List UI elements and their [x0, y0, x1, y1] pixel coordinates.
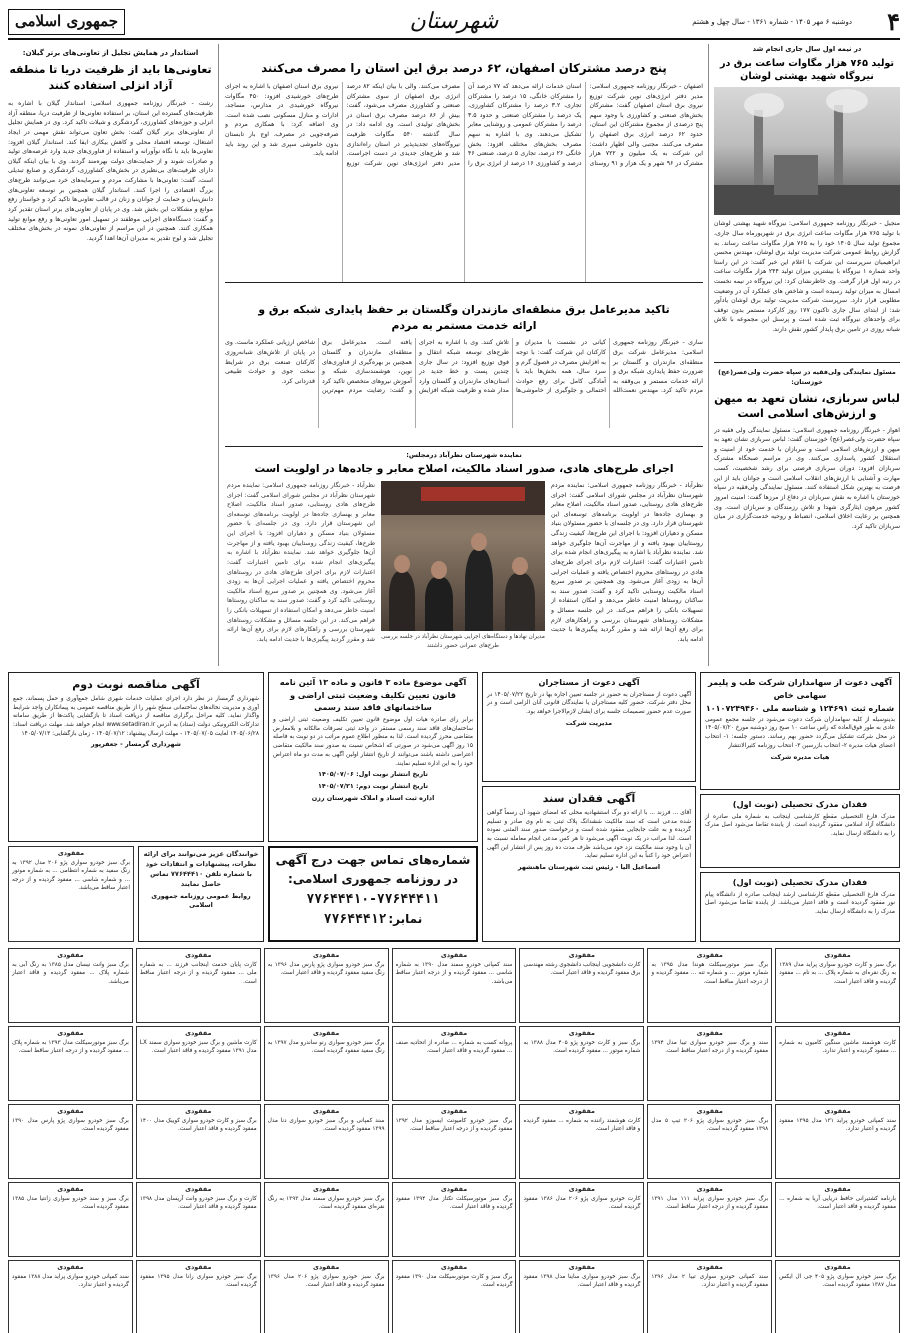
lost-item-body: کارت پایان خدمت اینجانب فرزند ... به شماره ملی ... مفقود گردیده و از درجه اعتبار ساقط است.	[139, 961, 257, 985]
lost-item-body: کارت و برگ سبز خودرو وانت آریسان مدل ۱۳۹۸ مفقود گردیده و فاقد اعتبار است.	[139, 1195, 257, 1211]
lost-item-title: مفقودی	[440, 1029, 468, 1037]
lost-item-title: مفقودی	[440, 1185, 468, 1193]
lost-item-title: مفقودی	[185, 1107, 212, 1115]
lost-item	[264, 1026, 389, 1101]
lost-item	[519, 948, 644, 1023]
lost-item	[392, 948, 517, 1023]
ad-invite-body: بدینوسیله از کلیه سهامداران شرکت دعوت می‌شود در جلسه مجمع عمومی عادی به طور فوق‌العاده که راس ساعت ۱۰ صبح روز دوشنبه مورخ ۱۴۰۵/۰۷/۲۰ در محل شرکت تشکیل می‌گردد حضور بهم رسانند. دستور جلسه: ۱- انتخاب اعضای هیات مدیره ۲- انتخاب بازرسین ۳- انتخاب روزنامه کثیرالانتشار	[705, 716, 896, 749]
reader-call-sign: روابط عمومی روزنامه جمهوری اسلامی	[151, 891, 251, 910]
roads-body: نظرآباد - خبرنگار روزنامه جمهوری اسلامی: نماینده مردم شهرستان نظرآباد در مجلس شورای اسلامی گفت: اجرای طرح‌های هادی روستایی، صدور اسناد مالکیت، اصلاح معابر و بهسازی جاده‌ها در اولویت برنامه‌های توسعه‌ای این شهرستان قرار دارد. وی در جلسه‌ای با حضور مسئولان بنیاد مسکن و دهیاران افزود: با اجرای این طرح‌ها، کیفیت زندگی روستاییان بهبود یافته و از مهاجرت آن‌ها جلوگیری خواهد شد. نماینده نظرآباد با اشاره به پیگیری‌های انجام شده برای تامین اعتبارات گفت: اعتبارات لازم برای اجرای طرح‌های هادی در روستاهای محروم اختصاص یافته و عملیات اجرایی آن‌ها به زودی آغاز می‌شود. وی همچنین بر صدور سریع اسناد مالکیت روستایی تاکید کرد و گفت: صدور سند به ساکنان روستاها امنیت خاطر می‌دهد و امکان استفاده از تسهیلات بانکی را فراهم می‌کند. در این جلسه مسائل و مشکلات روستاهای شهرستان بررسی و راهکارهای لازم برای رفع آن‌ها ارائه شد و مقرر گردید پیگیری‌ها با جدیت ادامه یابد.	[551, 482, 703, 643]
lost-item-title: مفقودی	[57, 1107, 84, 1115]
lost-item-body: کارت ماشین و برگ سبز خودرو سواری سمند LX مدل ۱۳۹۱ مفقود گردیده و فاقد اعتبار است.	[139, 1039, 257, 1055]
lost-item-title: مفقودی	[568, 951, 596, 959]
lost-item-title: مفقودی	[57, 1263, 84, 1271]
lost-item-title: مفقودی	[57, 1029, 84, 1037]
soldier-body: اهواز - خبرنگار روزنامه جمهوری اسلامی: مسئول نمایندگی ولی فقیه در سپاه حضرت ولی‌عصر(عج) خوزستان گفت: لباس سربازی نشان تعهد به میهن و ارزش‌های اسلامی است و سربازان با خدمت خود از امنیت و استقلال کشور پاسداری می‌کنند. وی در مراسم صبحگاه مشترک سربازان افزود: دوران سربازی فرصتی برای رشد شخصیت، کسب مهارت و آشنایی با ارزش‌های انقلاب اسلامی است و جوانان باید از این فرصت به بهترین شکل استفاده کنند. مسئول نمایندگی ولی‌فقیه در سپاه خوزستان با اشاره به نقش سربازان در دفاع از مرزها گفت: امنیت امروز کشور مرهون ایثارگری شهدا و تلاش رزمندگان و سربازان است. وی همچنین بر رعایت اخلاق اسلامی، انضباط و روحیه خدمت‌گزاری در میان سربازان تاکید کرد.	[714, 426, 900, 530]
ad-phone-numbers	[268, 846, 478, 942]
lost-item-body: سند کمپانی خودرو پراید ۱۳۱ مدل ۱۳۹۵ مفقود گردیده و اعتبار ندارد.	[779, 1117, 896, 1133]
editorial-area	[8, 44, 900, 666]
ad-degree-lost-1	[700, 794, 900, 868]
lost-item-body: سند و برگ سبز خودرو سواری تیبا مدل ۱۳۹۴ مفقود گردیده و از درجه اعتبار ساقط است.	[651, 1039, 769, 1055]
phones-tel: ۷۷۶۴۴۴۱۰-۷۷۶۴۴۴۱۱	[306, 892, 440, 908]
lost-item-body: برگ سبز و سند خودرو سواری زانتیا مدل ۱۳۸۵ مفقود گردیده است.	[12, 1195, 129, 1211]
meeting-photo	[381, 481, 545, 631]
ads-area	[8, 672, 900, 1327]
lost-item-body: برگ سبز خودرو سواری ساینا مدل ۱۳۹۸ مفقود گردیده و فاقد اعتبار است.	[523, 1273, 641, 1289]
isfahan-headline: پنج درصد مشترکان اصفهان، ۶۲ درصد برق این استان را مصرف می‌کنند	[261, 61, 667, 75]
lost-item-body: سند کمپانی خودرو سواری پراید مدل ۱۳۸۸ مفقود گردیده و اعتبار ندارد.	[12, 1273, 129, 1289]
page-number: ۴	[887, 7, 900, 37]
lost-item	[775, 1026, 900, 1101]
lost-item-title: مفقودی	[824, 1029, 851, 1037]
lost-item-body: برگ سبز خودرو سواری پژو پارس مدل ۱۳۹۶ به رنگ سفید مفقود گردیده و فاقد اعتبار است.	[267, 961, 385, 977]
plant-kicker: در نیمه اول سال جاری انجام شد	[752, 45, 862, 53]
lost-item-title: مفقودی	[313, 1107, 340, 1115]
lost-item	[775, 1182, 900, 1257]
lost-item-body: سند کمپانی خودرو سواری تیبا ۲ مدل ۱۳۹۶ مفقود گردیده و اعتبار ندارد.	[651, 1273, 769, 1289]
ad-invite	[700, 672, 900, 790]
lost-item-title: مفقودی	[185, 1185, 212, 1193]
lost-item	[264, 1260, 389, 1333]
ad-lost-document	[482, 786, 696, 942]
lost-item-title: مفقودی	[440, 1263, 468, 1271]
lost-item-body: برگ سبز و کارت خودرو سواری پراید مدل ۱۳۸۹ به رنگ نقره‌ای به شماره پلاک ... به نام ... مفقود گردیده و فاقد اعتبار است.	[779, 961, 896, 985]
lost-item-body: برگ سبز موتورسیکلت تکتاز مدل ۱۳۹۴ مفقود گردیده و فاقد اعتبار است.	[395, 1195, 513, 1211]
ad-reader-call	[138, 846, 264, 942]
lost-item-title: مفقودی	[185, 1029, 212, 1037]
power-plant-photo	[714, 87, 900, 215]
center-column	[225, 44, 703, 666]
reader-call-body: خوانندگان عزیز می‌توانند برای ارائه نظرات، پیشنهادات و انتقادات خود با شماره تلفن ۷۷۶۴۴۴۱۰ تماس حاصل نمایند	[143, 850, 259, 888]
ad-invite-subtitle: شماره ثبت ۱۲۴۶۹۱ و شناسه ملی ۱۰۱۰۷۲۴۹۴۶۰	[705, 704, 895, 714]
ad-article3-title: آگهی موضوع ماده ۳ قانون و ماده ۱۳ آئین نامه قانون تعیین تکلیف وضعیت ثبتی اراضی و ساختمانهای فاقد سند رسمی	[279, 677, 467, 713]
ad-tender	[8, 672, 264, 842]
lost-item-body: برگ سبز خودرو سواری پژو ۴۰۵ جی ال ایکس مدل ۱۳۸۷ مفقود گردیده است.	[779, 1273, 897, 1289]
roads-body-cont: نظرآباد - خبرنگار روزنامه جمهوری اسلامی: نماینده مردم شهرستان نظرآباد در مجلس شورای اسلامی گفت: اجرای طرح‌های هادی روستایی، صدور اسناد مالکیت، اصلاح معابر و بهسازی جاده‌ها در اولویت برنامه‌های توسعه‌ای این شهرستان قرار دارد. وی در جلسه‌ای با حضور مسئولان بنیاد مسکن و دهیاران افزود: با اجرای این طرح‌ها، کیفیت زندگی روستاییان بهبود یافته و از مهاجرت آن‌ها جلوگیری خواهد شد. نماینده نظرآباد با اشاره به پیگیری‌های انجام شده برای تامین اعتبارات گفت: اعتبارات لازم برای اجرای طرح‌های هادی در روستاهای محروم اختصاص یافته و عملیات اجرایی آن‌ها به زودی آغاز می‌شود. وی همچنین بر صدور سریع اسناد مالکیت روستایی تاکید کرد و گفت: صدور سند به ساکنان روستاها امنیت خاطر می‌دهد و امکان استفاده از تسهیلات بانکی را فراهم می‌کند. در این جلسه مسائل و مشکلات روستاهای شهرستان بررسی و راهکارهای لازم برای رفع آن‌ها ارائه شد و مقرر گردید پیگیری‌ها با جدیت ادامه یابد.	[227, 482, 375, 643]
date-line: دوشنبه ۶ مهر ۱۴۰۵ - شماره ۱۳۶۱ - سال چهل و هشتم	[692, 17, 852, 26]
lost-item-title: مفقودی	[824, 1185, 851, 1193]
lost-item	[647, 1104, 772, 1179]
phones-fax: ۷۷۶۴۴۴۱۲	[323, 912, 387, 928]
soldier-headline: لباس سربازی، نشان تعهد به میهن و ارزش‌های اسلامی است	[714, 391, 900, 421]
ad-article3-sign: اداره ثبت اسناد و املاک شهرستان رزن	[311, 794, 435, 803]
lost-item	[8, 1260, 133, 1333]
lost-item	[8, 1182, 133, 1257]
lost-item-title: مفقودی	[568, 1263, 596, 1271]
lost-item-body: برگ سبز و کارت خودرو پژو ۴۰۵ مدل ۱۳۸۸ به شماره موتور ... مفقود گردیده است.	[523, 1039, 641, 1055]
lost-item	[519, 1260, 644, 1333]
brand-logo: جمهوری اسلامی	[8, 9, 125, 34]
right-column	[714, 44, 900, 666]
ad-tenants	[482, 672, 696, 782]
lost-item-body: بارنامه کشتیرانی حافظ دریایی آریا به شماره ... مفقود گردیده و فاقد اعتبار است.	[779, 1195, 896, 1211]
ad-lost-document-sign: اسماعیل الیا - رئیس ثبت شهرستان ماهنشهر	[517, 863, 661, 872]
lost-item	[264, 1104, 389, 1179]
roads-kicker: نماینده شهرستان نظرآباد درمجلس:	[406, 451, 522, 459]
degree-1-body: مدرک فارغ التحصیلی مقطع کارشناسی اینجانب به شماره ملی صادره از دانشگاه آزاد اسلامی مفقود گردیده است. از یابنده تقاضا می‌شود اصل مدرک را به دانشگاه ارسال نماید.	[705, 813, 895, 838]
lost-item	[136, 1260, 261, 1333]
lost-item	[8, 948, 133, 1023]
lost-item-title: مفقودی	[313, 1185, 340, 1193]
ad-degree-lost-2	[700, 872, 900, 942]
lost-item-body: برگ سبز خودرو سواری رانا مدل ۱۳۹۵ مفقود گردیده است.	[139, 1273, 257, 1289]
soldier-kicker: مسئول نمایندگی ولی‌فقیه در سپاه حضرت ولی‌عصر(عج) خوزستان:	[718, 368, 896, 386]
ad-article3	[268, 672, 478, 842]
gilan-headline: تعاونی‌ها باید از ظرفیت دریا تا منطقه آزاد انزلی استفاده کنند	[9, 62, 212, 93]
lost-item	[8, 1104, 133, 1179]
ad-article3-date2: تاریخ انتشار نوبت دوم: ۱۴۰۵/۰۷/۲۱	[317, 782, 429, 791]
lost-item-title: مفقودی	[568, 1107, 596, 1115]
lost-item	[136, 1104, 261, 1179]
lost-item	[136, 1026, 261, 1101]
lost-item-title: مفقودی	[57, 1185, 84, 1193]
lost-item-title: مفقودی	[568, 1029, 596, 1037]
lost-item-body: برگ سبز و کارت خودرو سواری کوییک مدل ۱۴۰۰ مفقود گردیده و فاقد اعتبار است.	[139, 1117, 257, 1133]
ad-article3-date1: تاریخ انتشار نوبت اول: ۱۴۰۵/۰۷/۰۶	[318, 770, 428, 779]
mazandaran-headline: تاکید مدیرعامل برق منطقه‌ای مازندران وگلستان بر حفظ پایداری شبکه برق و ارائه خدمت مستمر به مردم	[258, 302, 670, 333]
ad-tenants-body: آگهی دعوت از مستاجران به حضور در جلسه تعیین اجاره بها در تاریخ ۱۴۰۵/۰۷/۲۲ در محل دفتر شرکت. حضور کلیه مستاجران یا نمایندگان قانونی آنان الزامی است و در صورت عدم حضور تصمیمات جلسه برای ایشان لازم‌الاجرا خواهد بود.	[487, 691, 691, 716]
lost-item-body: کارت هوشمند راننده به شماره ... مفقود گردیده و فاقد اعتبار است.	[523, 1117, 641, 1133]
lost-item-body: برگ سبز خودرو سواری پراید ۱۱۱ مدل ۱۳۹۱ مفقود گردیده و از درجه اعتبار ساقط است.	[651, 1195, 769, 1211]
lost-item	[392, 1104, 517, 1179]
ad-lost-document-title: آگهی فقدان سند	[542, 792, 636, 805]
lost-item-title: مفقودی	[696, 951, 723, 959]
lost-item-title: مفقودی	[824, 1263, 851, 1271]
lost-item-title: مفقودی	[185, 1263, 212, 1271]
lost-item-body: برگ سبز خودرو سواری پژو ۲۰۶ مدل ۱۳۹۶ مفقود گردیده و فاقد اعتبار است.	[267, 1273, 385, 1289]
roads-headline: اجرای طرح‌های هادی، صدور اسناد مالکیت، اصلاح معابر و جاده‌ها در اولویت است	[254, 463, 674, 476]
lost-item-body: برگ سبز خودرو سواری پژو ۲۰۶ تیپ ۵ مدل ۱۳۹۸ مفقود گردیده است.	[651, 1117, 769, 1133]
lost-item-body: کارت دانشجویی اینجانب دانشجوی رشته مهندسی برق مفقود گردیده و فاقد اعتبار است.	[523, 961, 641, 977]
lost-item-title: مفقودی	[568, 1185, 596, 1193]
lost-item	[775, 1104, 900, 1179]
lost-item-title: مفقودی	[440, 1107, 468, 1115]
lost-item-title: مفقودی	[696, 1107, 723, 1115]
lost-item	[136, 948, 261, 1023]
ad-tender-sign: شهرداری گرمسار - جعفرپور	[91, 740, 181, 749]
lost-item-title: مفقودی	[696, 1185, 723, 1193]
lost-item-title: مفقودی	[696, 1263, 723, 1271]
plant-body: منجیل - خبرنگار روزنامه جمهوری اسلامی: نیروگاه شهید بهشتی لوشان با تولید ۷۶۵ هزار مگاوات ساعت انرژی برق در شهریورماه سال جاری، مجموع تولید سال ۱۴۰۵ خود را به ۷۶۵ هزار مگاوات ساعت رساند. به گزارش روابط عمومی شرکت مدیریت تولید برق لوشان، مهندس محسن ابراهیمیان سرپرست این شرکت با اعلام این خبر گفت: در این راستا واحد شماره ۱ نیروگاه با بیشترین میزان تولید ۲۴۴ هزار مگاوات ساعت در رتبه اول قرار گرفت. وی خاطرنشان کرد: این نیروگاه در نیمه نخست امسال به میزان تولید رسیده است و شاخص های عملکرد آن در وضعیت مطلوبی قرار دارد. سرپرست شرکت مدیریت تولید برق لوشان یادآور شد: از ابتدای سال جاری تاکنون ۱۷۷ روز کارکرد مستمر بدون توقف برای واحدهای نیروگاه ثبت شده است و پرسنل این مجموعه با تلاش شبانه روزی در تامین برق پایدار کشور نقش دارند.	[714, 220, 900, 334]
lost-item-title: مفقودی	[313, 951, 340, 959]
plant-headline: تولید ۷۶۵ هزار مگاوات ساعت برق در نیروگاه شهید بهشتی لوشان	[719, 57, 895, 82]
ad-tender-body: شهرداری گرمسار در نظر دارد اجرای عملیات خدمات شهری شامل جمع‌آوری و حمل پسماند، جمع آوری و مدیریت نخاله‌های ساختمانی سطح شهر را از طریق مناقصه عمومی به پیمانکاران واجد شرایط واگذار نماید. کلیه مراحل برگزاری مناقصه از دریافت اسناد تا بازگشایی پاکت‌ها از طریق سامانه تدارکات الکترونیکی دولت (ستاد) به آدرس www.setadiran.ir انجام خواهد شد. مهلت دریافت اسناد: ۱۴۰۵/۰۶/۲۸ لغایت ۱۴۰۵/۰۷/۰۵ - مهلت ارسال پیشنهاد: ۱۴۰۵/۰۷/۱۲ - زمان بازگشایی: ۱۴۰۵/۰۷/۱۳	[13, 696, 259, 737]
lost-item	[392, 1026, 517, 1101]
lost-item	[264, 1182, 389, 1257]
lost-item-0: مفقودی برگ سبز خودرو سواری پژو ۲۰۶ مدل ۱۳۹۲ به رنگ سفید به شماره انتظامی ... به شماره موتور ... و شماره شاسی ... مفقود گردیده و از درجه اعتبار ساقط می‌باشد.	[8, 846, 134, 942]
ad-tender-title: آگهی مناقصه نوبت دوم	[72, 678, 200, 691]
lost-item	[519, 1182, 644, 1257]
degree-1-title: فقدان مدرک تحصیلی (نوبت اول)	[732, 799, 868, 809]
lost-item	[136, 1182, 261, 1257]
lost-item	[519, 1026, 644, 1101]
left-column	[8, 44, 213, 666]
ad-tenants-sign: مدیریت شرکت	[565, 718, 613, 727]
lost-item-title: مفقودی	[824, 1107, 851, 1115]
lost-item	[775, 1260, 900, 1333]
lost-item-body: پروانه کسب به شماره ... صادره از اتحادیه صنف ... مفقود گردیده و فاقد اعتبار است.	[395, 1039, 513, 1055]
degree-2-body: مدرک فارغ التحصیلی مقطع کارشناسی ارشد اینجانب صادره از دانشگاه پیام نور مفقود گردیده است و فاقد اعتبار می‌باشد. از یابنده تقاضا می‌شود اصل مدرک را به دانشگاه ارسال نماید.	[705, 891, 895, 916]
phones-title: شماره‌های تماس جهت درج آگهی در روزنامه جمهوری اسلامی:	[275, 853, 471, 886]
ad-tenants-title: آگهی دعوت از مستاجران	[538, 677, 640, 687]
photo-caption: مدیران نهادها و دستگاه‌های اجرایی شهرستان نظرآباد در جلسه بررسی طرح‌های عمرانی حضور داشتند	[381, 634, 545, 649]
lost-item-title: مفقودی	[696, 1029, 723, 1037]
masthead	[8, 6, 900, 40]
lost-item	[8, 1026, 133, 1101]
lost-item-body: برگ سبز خودرو سواری پژو پارس مدل ۱۳۹۰ مفقود گردیده است.	[12, 1117, 129, 1133]
lost-item	[647, 1026, 772, 1101]
lost-item-title: مفقودی	[313, 1029, 340, 1037]
gilan-kicker: استاندار در همایش تجلیل از تعاونی‌های برتر گیلان:	[22, 49, 199, 57]
section-title: شهرستان	[409, 8, 499, 34]
lost-item	[647, 948, 772, 1023]
lost-item-body: برگ سبز خودرو کامیونت ایسوزو مدل ۱۳۹۲ مفقود گردیده و از درجه اعتبار ساقط است.	[395, 1117, 513, 1133]
lost-item-title: مفقودی	[185, 951, 212, 959]
lost-item-body: برگ سبز خودرو سواری سمند مدل ۱۳۹۳ به رنگ نقره‌ای مفقود گردیده است.	[267, 1195, 385, 1211]
degree-2-title: فقدان مدرک تحصیلی (نوبت اول)	[732, 877, 868, 887]
lost-item	[647, 1260, 772, 1333]
mazandaran-body: ساری - خبرنگار روزنامه جمهوری اسلامی: مدیرعامل شرکت برق منطقه‌ای مازندران و گلستان بر ضرورت حفظ پایداری شبکه برق و ارائه خدمات مستمر و بی‌وقفه به مردم تاکید کرد. مهندس نعمت‌الله کیانی در نشست با مدیران و کارکنان این شرکت گفت: با توجه به افزایش مصرف در فصول گرم و سرد سال، همه بخش‌ها باید با آمادگی کامل برای رفع حوادث احتمالی و جلوگیری از خاموشی‌ها تلاش کنند. وی با اشاره به اجرای طرح‌های توسعه شبکه انتقال و فوق توزیع افزود: در سال جاری چندین پست و خط جدید در استان‌های مازندران و گلستان وارد مدار شده و ظرفیت شبکه افزایش یافته است. مدیرعامل برق منطقه‌ای مازندران و گلستان همچنین بر بهره‌گیری از فناوری‌های نوین، هوشمندسازی شبکه و آموزش نیروهای متخصص تاکید کرد و گفت: رضایت مردم مهم‌ترین شاخص ارزیابی عملکرد ماست. وی در پایان از تلاش‌های شبانه‌روزی کارکنان صنعت برق در شرایط سخت جوی و حوادث طبیعی قدردانی کرد.	[225, 339, 703, 395]
lost-item-body: برگ سبز موتورسیکلت هوندا مدل ۱۳۹۵ به شماره موتور ... و شماره تنه ... مفقود گردیده و از درجه اعتبار ساقط است.	[651, 961, 769, 985]
lost-item-body: برگ سبز خودرو سواری رنو ساندرو مدل ۱۳۹۷ به رنگ سفید مفقود گردیده است.	[267, 1039, 385, 1055]
lost-item-title: مفقودی	[313, 1263, 340, 1271]
lost-item-body: برگ سبز موتورسیکلت مدل ۱۳۹۳ به شماره پلاک ... مفقود گردیده و از درجه اعتبار ساقط است.	[12, 1039, 129, 1055]
ad-article3-body: برابر رای صادره هیات اول موضوع قانون تعیین تکلیف وضعیت ثبتی اراضی و ساختمان‌های فاقد سند رسمی مستقر در واحد ثبتی تصرفات مالکانه و بلامعارض متقاضی محرز گردیده است. لذا به منظور اطلاع عموم مراتب در دو نوبت به فاصله ۱۵ روز آگهی می‌شود در صورتی که اشخاص نسبت به صدور سند مالکیت متقاضی اعتراضی داشته باشند می‌توانند از تاریخ انتشار اولین آگهی به مدت دو ماه اعتراض خود را به این اداره تسلیم نمایند.	[273, 717, 473, 767]
phones-fax-label: نمابر:	[388, 912, 423, 927]
lost-item	[264, 948, 389, 1023]
lost-item-title: مفقودی	[57, 951, 84, 959]
lost-item-body: کارت خودرو سواری پژو ۲۰۶ مدل ۱۳۸۶ مفقود گردیده است.	[523, 1195, 641, 1211]
lost-item	[392, 1182, 517, 1257]
lost-item	[647, 1182, 772, 1257]
lost-item-body: برگ سبز و کارت موتورسیکلت مدل ۱۳۹۰ مفقود گردیده است.	[395, 1273, 513, 1289]
ad-invite-title: آگهی دعوت از سهامداران شرکت طب و پلیمر سهامی خاص	[708, 677, 892, 700]
lost-item-body: سند کمپانی خودرو سمند مدل ۱۳۹۰ به شماره شاسی ... مفقود گردیده و از درجه اعتبار ساقط می‌باشد.	[395, 961, 513, 985]
lost-item-body: سند کمپانی و برگ سبز خودرو سواری دنا مدل ۱۳۹۹ مفقود گردیده است.	[267, 1117, 385, 1133]
lost-item	[519, 1104, 644, 1179]
lost-item	[392, 1260, 517, 1333]
ad-lost-document-body: آقای ... فرزند ... با ارائه دو برگ استشهادیه محلی که امضای شهود آن رسماً گواهی شده مدعی است که سند مالکیت ششدانگ پلاک ثبتی به نام وی صادر و تسلیم گردیده و به علت جابجایی مفقود شده است و درخواست صدور سند المثنی نموده است. لذا مراتب در یک نوبت آگهی می‌شود تا هر کس مدعی انجام معامله نسبت به آن یا وجود سند مالکیت نزد خود می‌باشد ظرف مدت ده روز پس از انتشار این آگهی اعتراض خود را کتباً به این اداره تسلیم نماید.	[487, 810, 691, 860]
isfahan-body: اصفهان - خبرنگار روزنامه جمهوری اسلامی: مدیر دفتر انرژی‌های نوین شرکت توزیع نیروی برق استان اصفهان گفت: مشترکان بخش‌های صنعتی و کشاورزی با وجود سهم پنج درصدی از مجموع مشترکان این استان، حدود ۶۲ درصد انرژی برق اصفهان را مصرف می‌کنند. مجتبی والی اظهار داشت: این شرکت به یک میلیون و ۷۲۲ هزار مشترک در ۹۶ شهر و یک هزار و ۹۱ روستای استان خدمات ارائه می‌دهد که ۷۷ درصد آن را مشترکان خانگی، ۱۵ درصد را مشترکان تجاری، ۳.۲ درصد را مشترکان کشاورزی، یک درصد را مشترکان صنعتی و حدود ۳.۵ درصد را مشترکان عمومی و روشنایی معابر تشکیل می‌دهند. وی با اشاره به سهم مصرف بخش‌های مختلف افزود: بخش خانگی ۲۶ درصد، تجاری ۵ درصد، صنعتی ۴۶ درصد و کشاورزی ۱۶ درصد از انرژی برق را مصرف می‌کنند. والی با بیان اینکه ۸۲ درصد انرژی برق اصفهان از سوی مشترکان صنعتی و کشاورزی مصرف می‌شود، گفت: بیش از ۸۶ درصد مصرف برق استان در بخش‌های تولیدی است. وی ادامه داد: در سال گذشته ۵۴۰ مگاوات ظرفیت نیروگاه‌های تجدیدپذیر در استان راه‌اندازی شد و طرح‌های جدیدی در دست اجراست. مدیر دفتر انرژی‌های نوین شرکت توزیع نیروی برق استان اصفهان با اشاره به اجرای طرح‌های خورشیدی افزود: ۴۵۰ مگاوات نیروگاه خورشیدی در مدارس، مساجد، ادارات و منازل مسکونی نصب شده است. وی اضافه کرد: با همکاری مردم و صرفه‌جویی در مصرف، اوج بار تابستان بدون خاموشی سپری شد و این روند باید ادامه یابد.	[225, 82, 703, 167]
lost-item	[775, 948, 900, 1023]
gilan-body: رشت - خبرنگار روزنامه جمهوری اسلامی: استاندار گیلان با اشاره به ظرفیت‌های گسترده این استان، بر استفاده تعاونی‌ها از ظرفیت دریا، منطقه آزاد انزلی و حوزه‌های کشاورزی، گردشگری و شیلات تاکید کرد. وی در همایش تجلیل از تعاونی‌های برتر گیلان گفت: بخش تعاون می‌تواند نقش مهمی در ایجاد اشتغال، توسعه اقتصاد محلی و کاهش بیکاری ایفا کند. استاندار گیلان افزود: تعاونی‌ها باید با نگاه نوآورانه و استفاده از فناوری‌های جدید وارد عرصه‌های تولید و صادرات شوند و از حمایت‌های دولت بهره‌مند گردند. وی با بیان اینکه گیلان دارای ظرفیت‌های بی‌نظیری در بخش‌های کشاورزی، گردشگری و صنایع تبدیلی است، گفت: تعاونی‌ها با مشارکت مردم و سرمایه‌های خرد می‌توانند طرح‌های بزرگ اقتصادی را اجرا کنند. استاندار گیلان همچنین بر توسعه تعاونی‌های دانش‌بنیان و حمایت از جوانان و زنان در قالب تعاونی‌ها تاکید کرد و خواستار رفع موانع و مشکلات این بخش شد. وی در پایان از تعاونی‌های برتر استان تقدیر کرد و گفت: دستگاه‌های اجرایی موظفند در تسهیل امور تعاونی‌ها و رفع موانع تولید همکاری کنند. همچنین در این مراسم از تعاونی‌های نمونه در بخش‌های مختلف تجلیل شد و لوح تقدیر به مدیران آن‌ها اهدا گردید.	[8, 100, 213, 242]
ad-invite-sign: هیات مدیره شرکت	[770, 752, 830, 761]
lost-item-body: کارت هوشمند ماشین سنگین کامیون به شماره ... مفقود گردیده و اعتبار ندارد.	[779, 1039, 896, 1055]
lost-item-title: مفقودی	[824, 951, 851, 959]
lost-item-body: برگ سبز وانت نیسان مدل ۱۳۸۵ به رنگ آبی به شماره پلاک ... مفقود گردیده و فاقد اعتبار می‌باشد.	[12, 961, 129, 985]
lost-item-title: مفقودی	[440, 951, 468, 959]
